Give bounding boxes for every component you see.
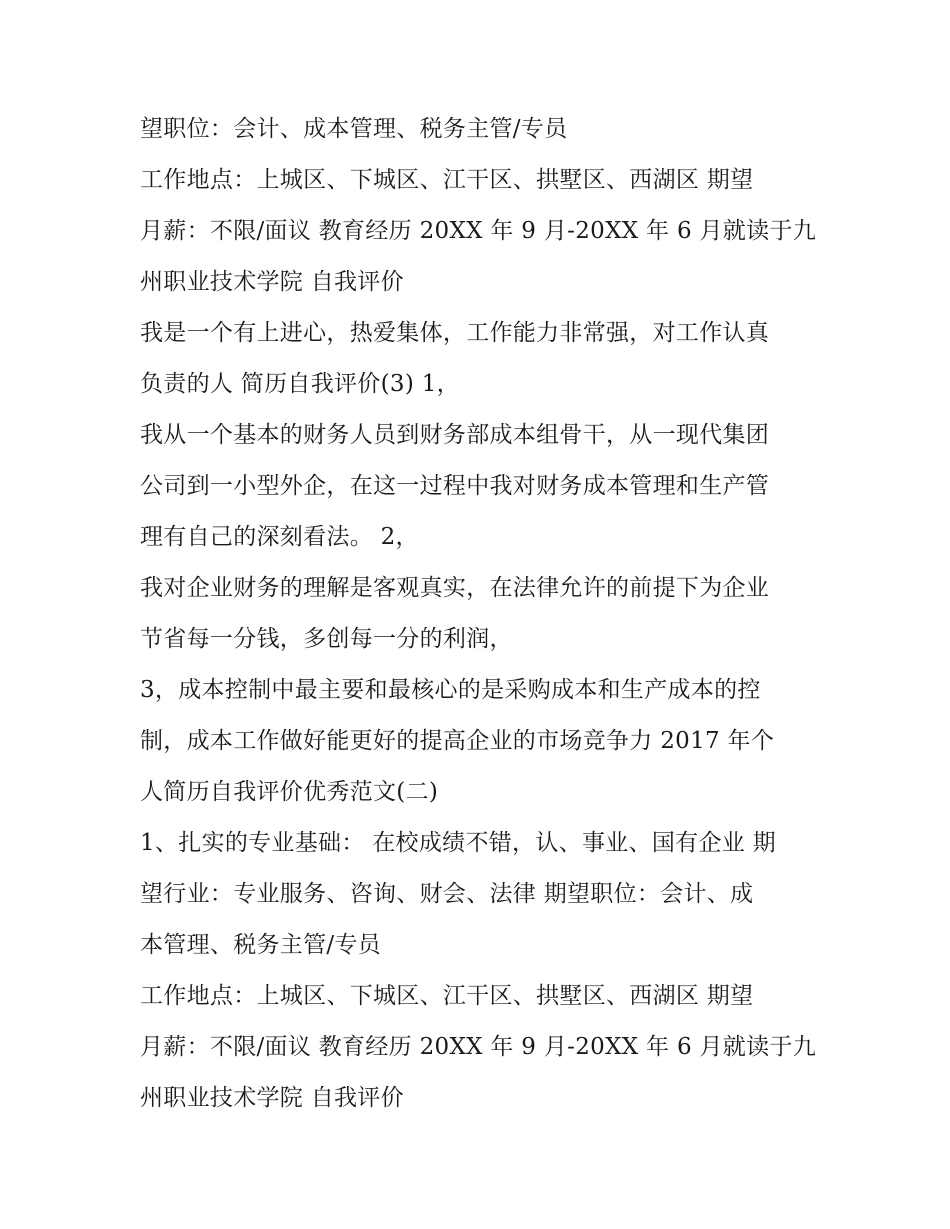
text-line: 我是一个有上进心，热爱集体，工作能力非常强，对工作认真 — [140, 320, 770, 346]
text-line: 1、扎实的专业基础： 在校成绩不错，认、事业、国有企业 期 — [140, 830, 776, 856]
text-line: 人简历自我评价优秀范文(二) — [140, 779, 439, 805]
text-line: 望职位：会计、成本管理、税务主管/专员 — [140, 116, 568, 142]
body-text — [140, 108, 820, 1128]
text-line: 负责的人 简历自我评价(3) 1， — [140, 371, 460, 397]
text-line: 我对企业财务的理解是客观真实，在法律允许的前提下为企业 — [140, 575, 770, 601]
text-line: 州职业技术学院 自我评价 — [140, 269, 404, 295]
text-line: 月薪：不限/面议 教育经历 20XX 年 9 月-20XX 年 6 月就读于九 — [140, 218, 817, 244]
text-line: 工作地点：上城区、下城区、江干区、拱墅区、西湖区 期望 — [140, 167, 754, 193]
text-line: 本管理、税务主管/专员 — [140, 932, 382, 958]
text-line: 理有自己的深刻看法。 2， — [140, 524, 419, 550]
text-line: 公司到一小型外企，在这一过程中我对财务成本管理和生产管 — [140, 473, 770, 499]
text-line: 月薪：不限/面议 教育经历 20XX 年 9 月-20XX 年 6 月就读于九 — [140, 1034, 817, 1060]
text-line: 节省每一分钱，多创每一分的利润， — [140, 626, 513, 652]
text-line: 制，成本工作做好能更好的提高企业的市场竞争力 2017 年个 — [140, 728, 775, 754]
text-line: 望行业：专业服务、咨询、财会、法律 期望职位：会计、成 — [140, 881, 754, 907]
text-line: 州职业技术学院 自我评价 — [140, 1085, 404, 1111]
text-line: 工作地点：上城区、下城区、江干区、拱墅区、西湖区 期望 — [140, 983, 754, 1009]
text-line: 3，成本控制中最主要和最核心的是采购成本和生产成本的控 — [140, 677, 761, 703]
text-line: 我从一个基本的财务人员到财务部成本组骨干，从一现代集团 — [140, 422, 770, 448]
